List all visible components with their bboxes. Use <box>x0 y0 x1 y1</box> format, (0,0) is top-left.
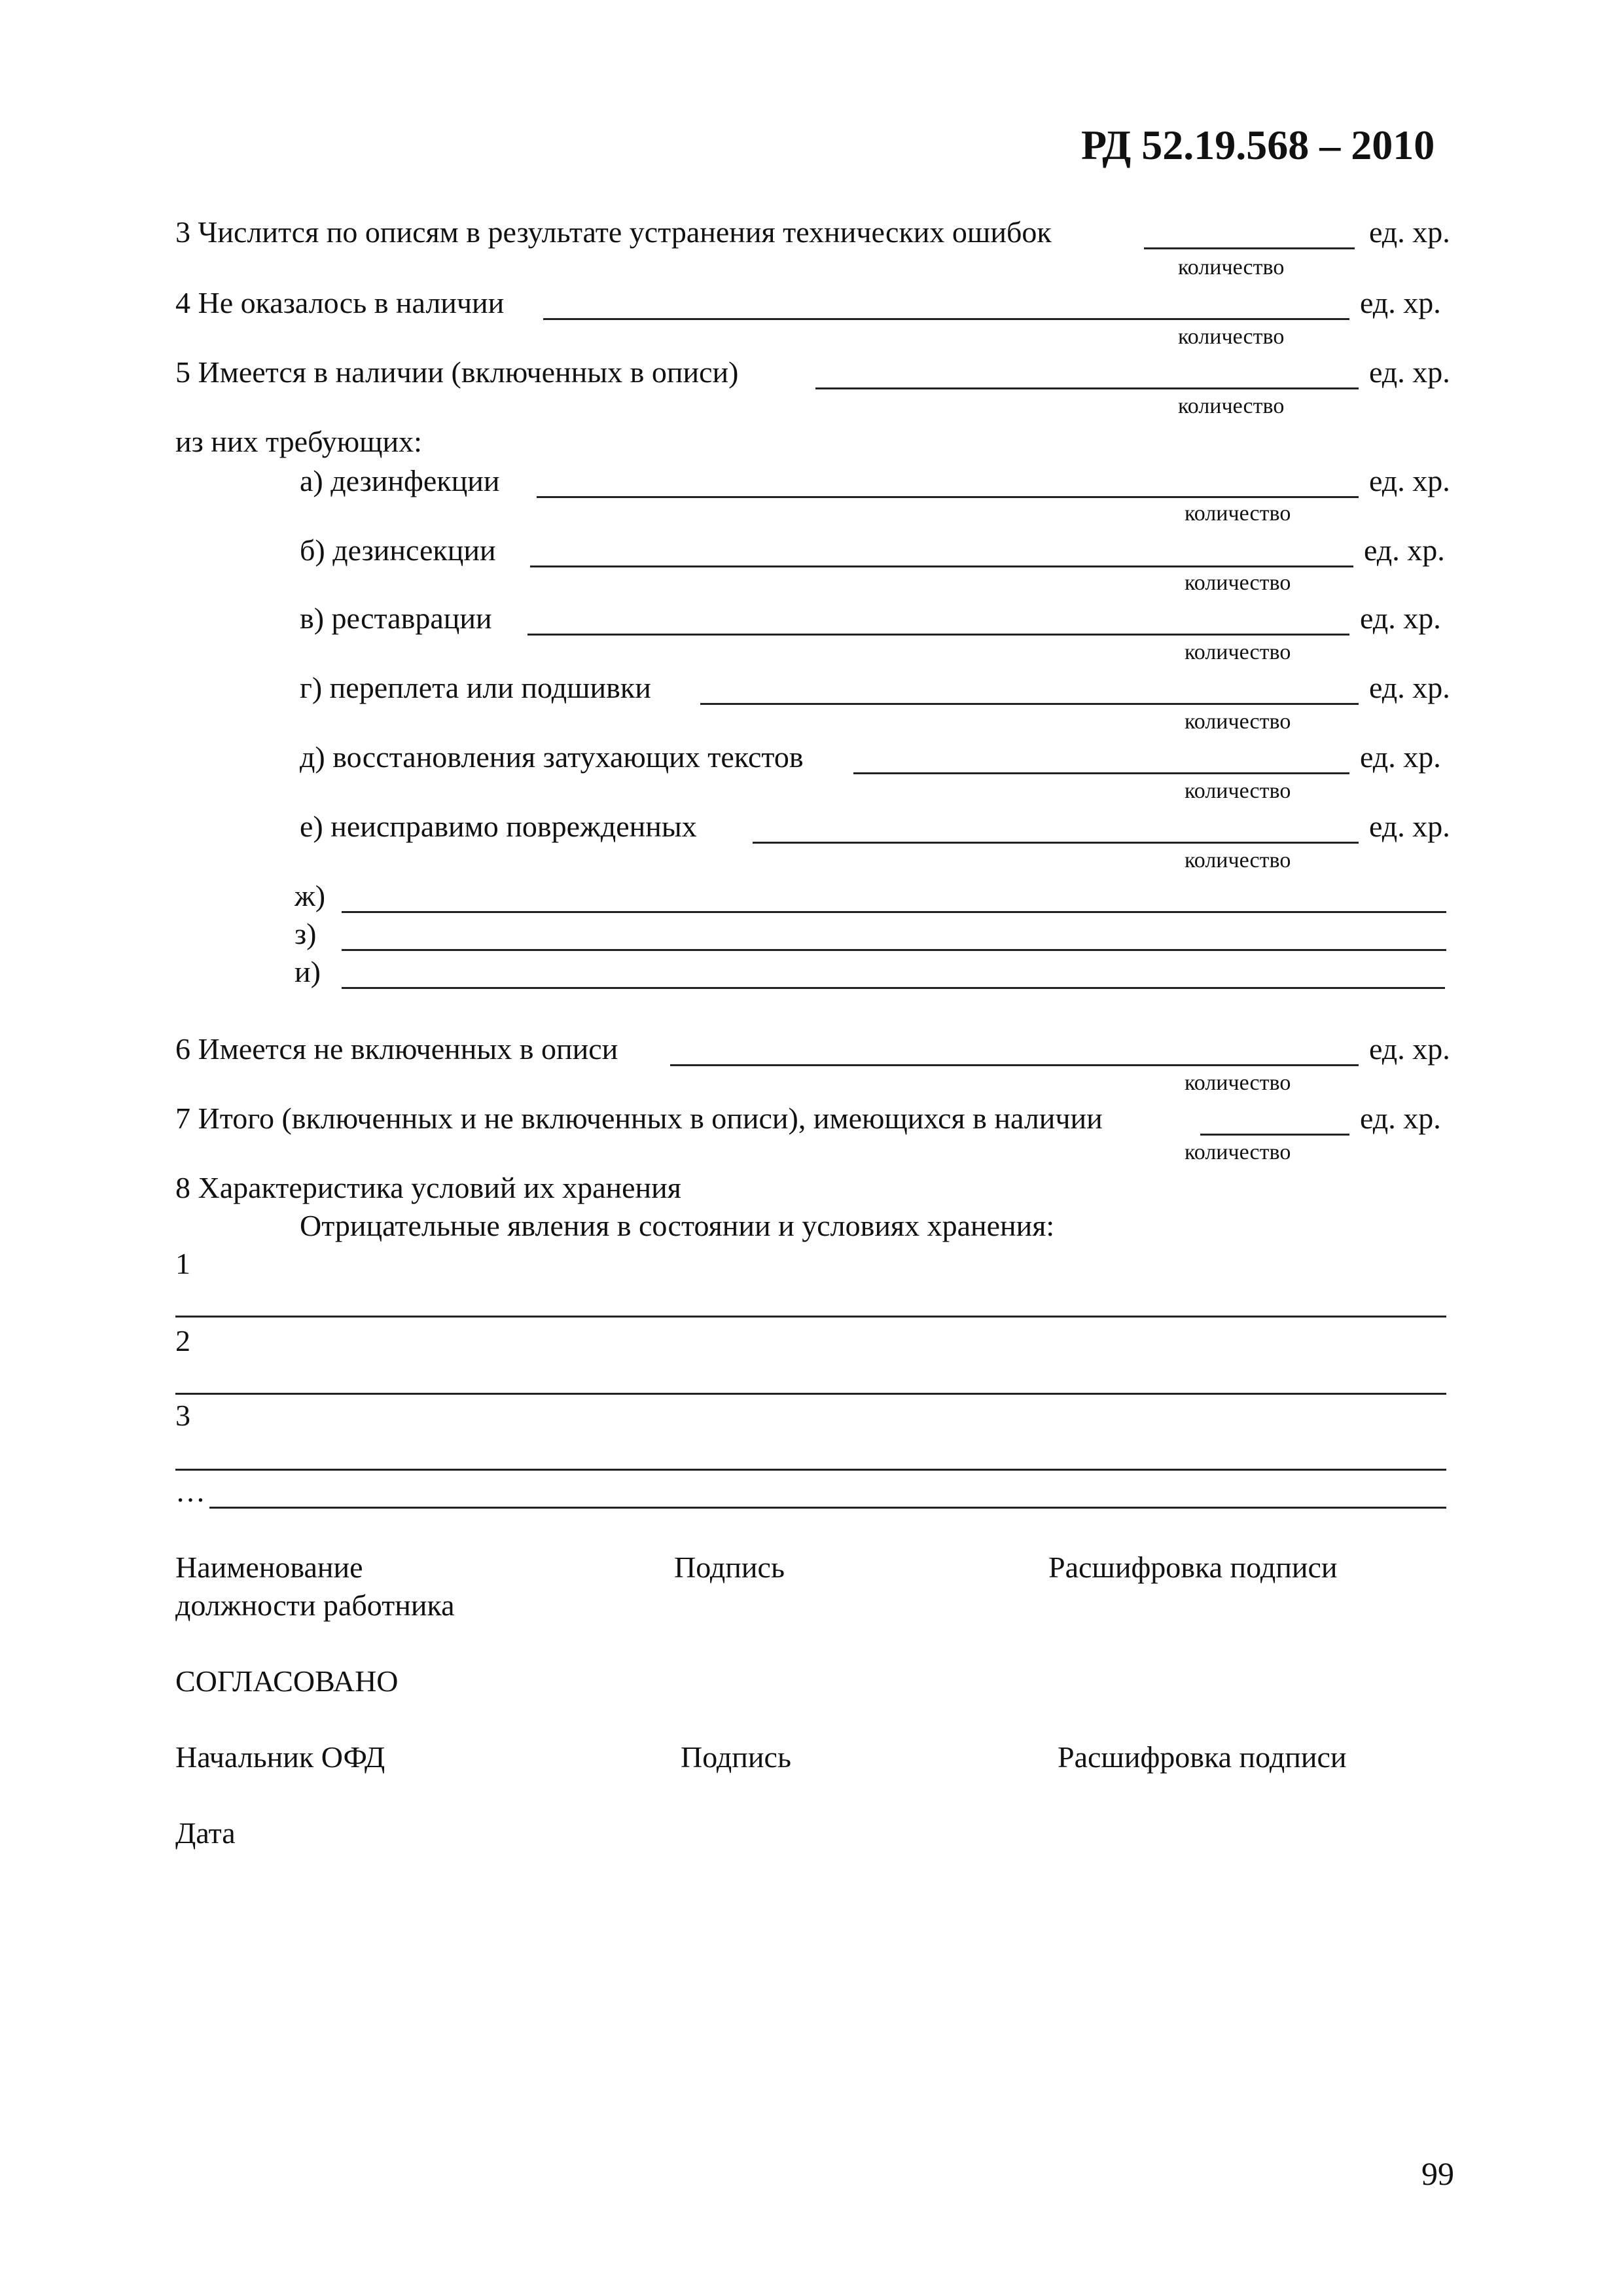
sub-v-blank[interactable] <box>527 634 1349 636</box>
sub-g-caption: количество <box>1185 709 1291 734</box>
sub-b-label: б) дезинсекции <box>300 533 496 567</box>
item-7-label: 7 Итого (включенных и не включенных в описи), имеющихся в наличии <box>175 1102 1103 1135</box>
sub-i-label: и) <box>294 955 321 988</box>
line-2-number: 2 <box>175 1324 190 1357</box>
item-5-caption: количество <box>1178 394 1285 418</box>
item-5-blank[interactable] <box>815 387 1359 389</box>
item-4-blank[interactable] <box>543 318 1349 320</box>
ellipsis-blank[interactable] <box>209 1507 1446 1509</box>
item-7-unit: ед. хр. <box>1360 1102 1441 1135</box>
page-number: 99 <box>1421 2155 1454 2192</box>
sub-b-unit: ед. хр. <box>1364 533 1445 567</box>
line-1-number: 1 <box>175 1247 190 1280</box>
sub-a-label: а) дезинфекции <box>300 464 500 497</box>
sub-d-unit: ед. хр. <box>1360 740 1441 774</box>
sub-b-caption: количество <box>1185 571 1291 595</box>
sub-a-unit: ед. хр. <box>1369 464 1450 497</box>
item-7-blank[interactable] <box>1200 1134 1349 1136</box>
signature-decoding-label-1: Расшифровка подписи <box>1048 1551 1338 1584</box>
signature-label-1: Подпись <box>674 1551 785 1584</box>
item-5-unit: ед. хр. <box>1369 355 1450 389</box>
sub-z-label: з) <box>294 917 317 950</box>
sub-i-blank[interactable] <box>342 987 1445 989</box>
date-label: Дата <box>175 1816 236 1850</box>
item-3-caption: количество <box>1178 255 1285 279</box>
line-2-blank[interactable] <box>175 1393 1446 1395</box>
item-4-label: 4 Не оказалось в наличии <box>175 286 505 319</box>
sub-v-unit: ед. хр. <box>1360 601 1441 635</box>
position-title-line1: Наименование <box>175 1551 363 1584</box>
sub-g-unit: ед. хр. <box>1369 671 1450 704</box>
sub-d-label: д) восстановления затухающих текстов <box>300 740 804 774</box>
sub-z-blank[interactable] <box>342 949 1446 951</box>
sub-v-caption: количество <box>1185 640 1291 664</box>
item-8-label: 8 Характеристика условий их хранения <box>175 1171 681 1204</box>
document-code: РД 52.19.568 – 2010 <box>1081 122 1435 168</box>
sub-a-blank[interactable] <box>537 496 1359 498</box>
sub-zh-blank[interactable] <box>342 911 1446 913</box>
item-3-unit: ед. хр. <box>1369 215 1450 249</box>
item-5-label: 5 Имеется в наличии (включенных в описи) <box>175 355 739 389</box>
sub-a-caption: количество <box>1185 501 1291 526</box>
item-3-blank[interactable] <box>1144 247 1355 249</box>
sub-g-blank[interactable] <box>700 703 1359 705</box>
line-1-blank[interactable] <box>175 1316 1446 1318</box>
signature-decoding-label-2: Расшифровка подписи <box>1058 1740 1347 1774</box>
item-6-caption: количество <box>1185 1071 1291 1095</box>
approved-label: СОГЛАСОВАНО <box>175 1664 399 1698</box>
item-7-caption: количество <box>1185 1140 1291 1164</box>
negative-phenomena-label: Отрицательные явления в состоянии и условиях хранения: <box>300 1209 1055 1242</box>
line-3-number: 3 <box>175 1399 190 1432</box>
sub-e-label: е) неисправимо поврежденных <box>300 810 697 843</box>
sub-v-label: в) реставрации <box>300 601 492 635</box>
sub-zh-label: ж) <box>294 879 326 912</box>
sub-e-blank[interactable] <box>753 842 1359 844</box>
of-them-label: из них требующих: <box>175 425 422 458</box>
signature-label-2: Подпись <box>681 1740 791 1774</box>
position-title-line2: должности работника <box>175 1588 455 1622</box>
sub-b-blank[interactable] <box>530 565 1353 567</box>
line-3-blank[interactable] <box>175 1469 1446 1471</box>
item-3-label: 3 Числится по описям в результате устранения технических ошибок <box>175 215 1052 249</box>
item-6-label: 6 Имеется не включенных в описи <box>175 1032 618 1066</box>
sub-e-caption: количество <box>1185 848 1291 872</box>
item-6-blank[interactable] <box>670 1064 1359 1066</box>
item-4-caption: количество <box>1178 325 1285 349</box>
item-6-unit: ед. хр. <box>1369 1032 1450 1066</box>
sub-e-unit: ед. хр. <box>1369 810 1450 843</box>
sub-g-label: г) переплета или подшивки <box>300 671 651 704</box>
item-4-unit: ед. хр. <box>1360 286 1441 319</box>
sub-d-blank[interactable] <box>853 772 1349 774</box>
ellipsis-label: … <box>175 1475 205 1508</box>
head-ofd-label: Начальник ОФД <box>175 1740 385 1774</box>
sub-d-caption: количество <box>1185 779 1291 803</box>
